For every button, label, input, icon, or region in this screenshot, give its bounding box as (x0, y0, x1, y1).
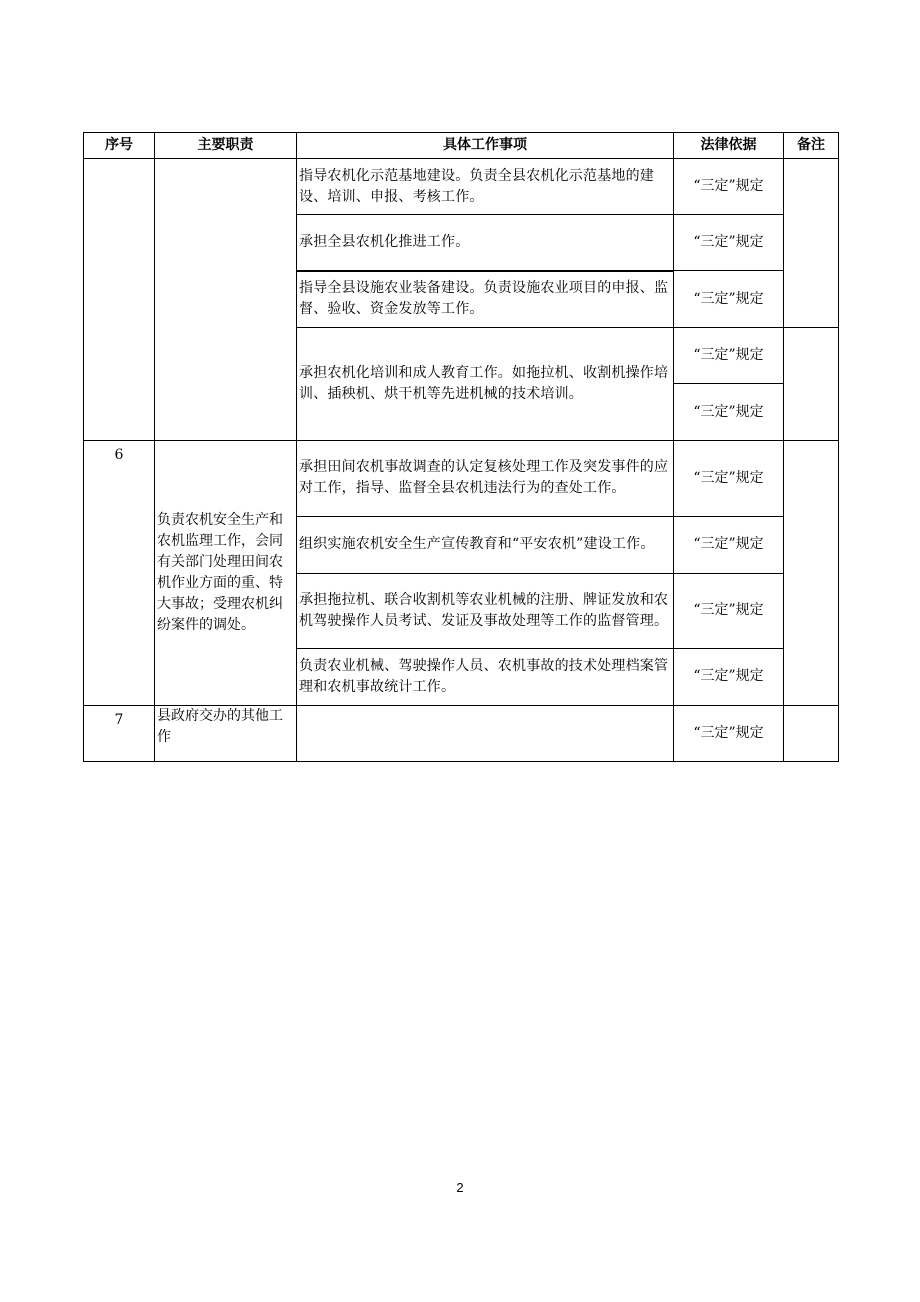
law-cell: “三定”规定 (674, 516, 784, 573)
task-cell: 负责农业机械、驾驶操作人员、农机事故的技术处理档案管理和农机事故统计工作。 (297, 648, 674, 705)
task-cell: 承担拖拉机、联合收割机等农业机械的注册、牌证发放和农机驾驶操作人员考试、发证及事故处理等工作的监督管理。 (297, 573, 674, 648)
task-cell: 组织实施农机安全生产宣传教育和“平安农机”建设工作。 (297, 516, 674, 573)
header-seq: 序号 (84, 133, 155, 159)
task-cell: 指导全县设施农业装备建设。负责设施农业项目的申报、监督、验收、资金发放等工作。 (297, 271, 674, 328)
seq-cell: 6 (84, 441, 155, 705)
law-cell: “三定”规定 (674, 384, 784, 441)
note-cell (784, 441, 839, 705)
table-header-row (84, 133, 839, 159)
header-note: 备注 (784, 133, 839, 159)
law-cell: “三定”规定 (674, 648, 784, 705)
law-cell: “三定”规定 (674, 705, 784, 761)
law-cell: “三定”规定 (674, 215, 784, 271)
note-cell (784, 705, 839, 761)
header-duty: 主要职责 (155, 133, 297, 159)
law-cell: “三定”规定 (674, 441, 784, 516)
law-cell: “三定”规定 (674, 573, 784, 648)
seq-cell: 7 (84, 705, 155, 761)
table-row (84, 441, 839, 516)
note-cell (784, 328, 839, 441)
task-cell: 承担农机化培训和成人教育工作。如拖拉机、收割机操作培训、插秧机、烘干机等先进机械的技术培训。 (297, 328, 674, 441)
header-task: 具体工作事项 (297, 133, 674, 159)
note-cell (784, 159, 839, 328)
duty-cell-empty (155, 159, 297, 441)
law-cell: “三定”规定 (674, 159, 784, 215)
table-row (84, 705, 839, 761)
task-cell: 承担全县农机化推进工作。 (297, 215, 674, 271)
table-row (84, 159, 839, 215)
law-cell: “三定”规定 (674, 328, 784, 384)
task-cell: 承担田间农机事故调查的认定复核处理工作及突发事件的应对工作，指导、监督全县农机违法行为的查处工作。 (297, 441, 674, 516)
page-number: 2 (456, 1180, 464, 1195)
duties-table (83, 132, 839, 762)
task-cell-empty (297, 705, 674, 761)
law-cell: “三定”规定 (674, 271, 784, 328)
duty-cell: 负责农机安全生产和农机监理工作，会同有关部门处理田间农机作业方面的重、特大事故；受理农机纠纷案件的调处。 (155, 441, 297, 705)
header-law: 法律依据 (674, 133, 784, 159)
seq-cell-empty (84, 159, 155, 441)
duty-cell: 县政府交办的其他工作 (155, 705, 297, 761)
task-cell: 指导农机化示范基地建设。负责全县农机化示范基地的建设、培训、申报、考核工作。 (297, 159, 674, 215)
